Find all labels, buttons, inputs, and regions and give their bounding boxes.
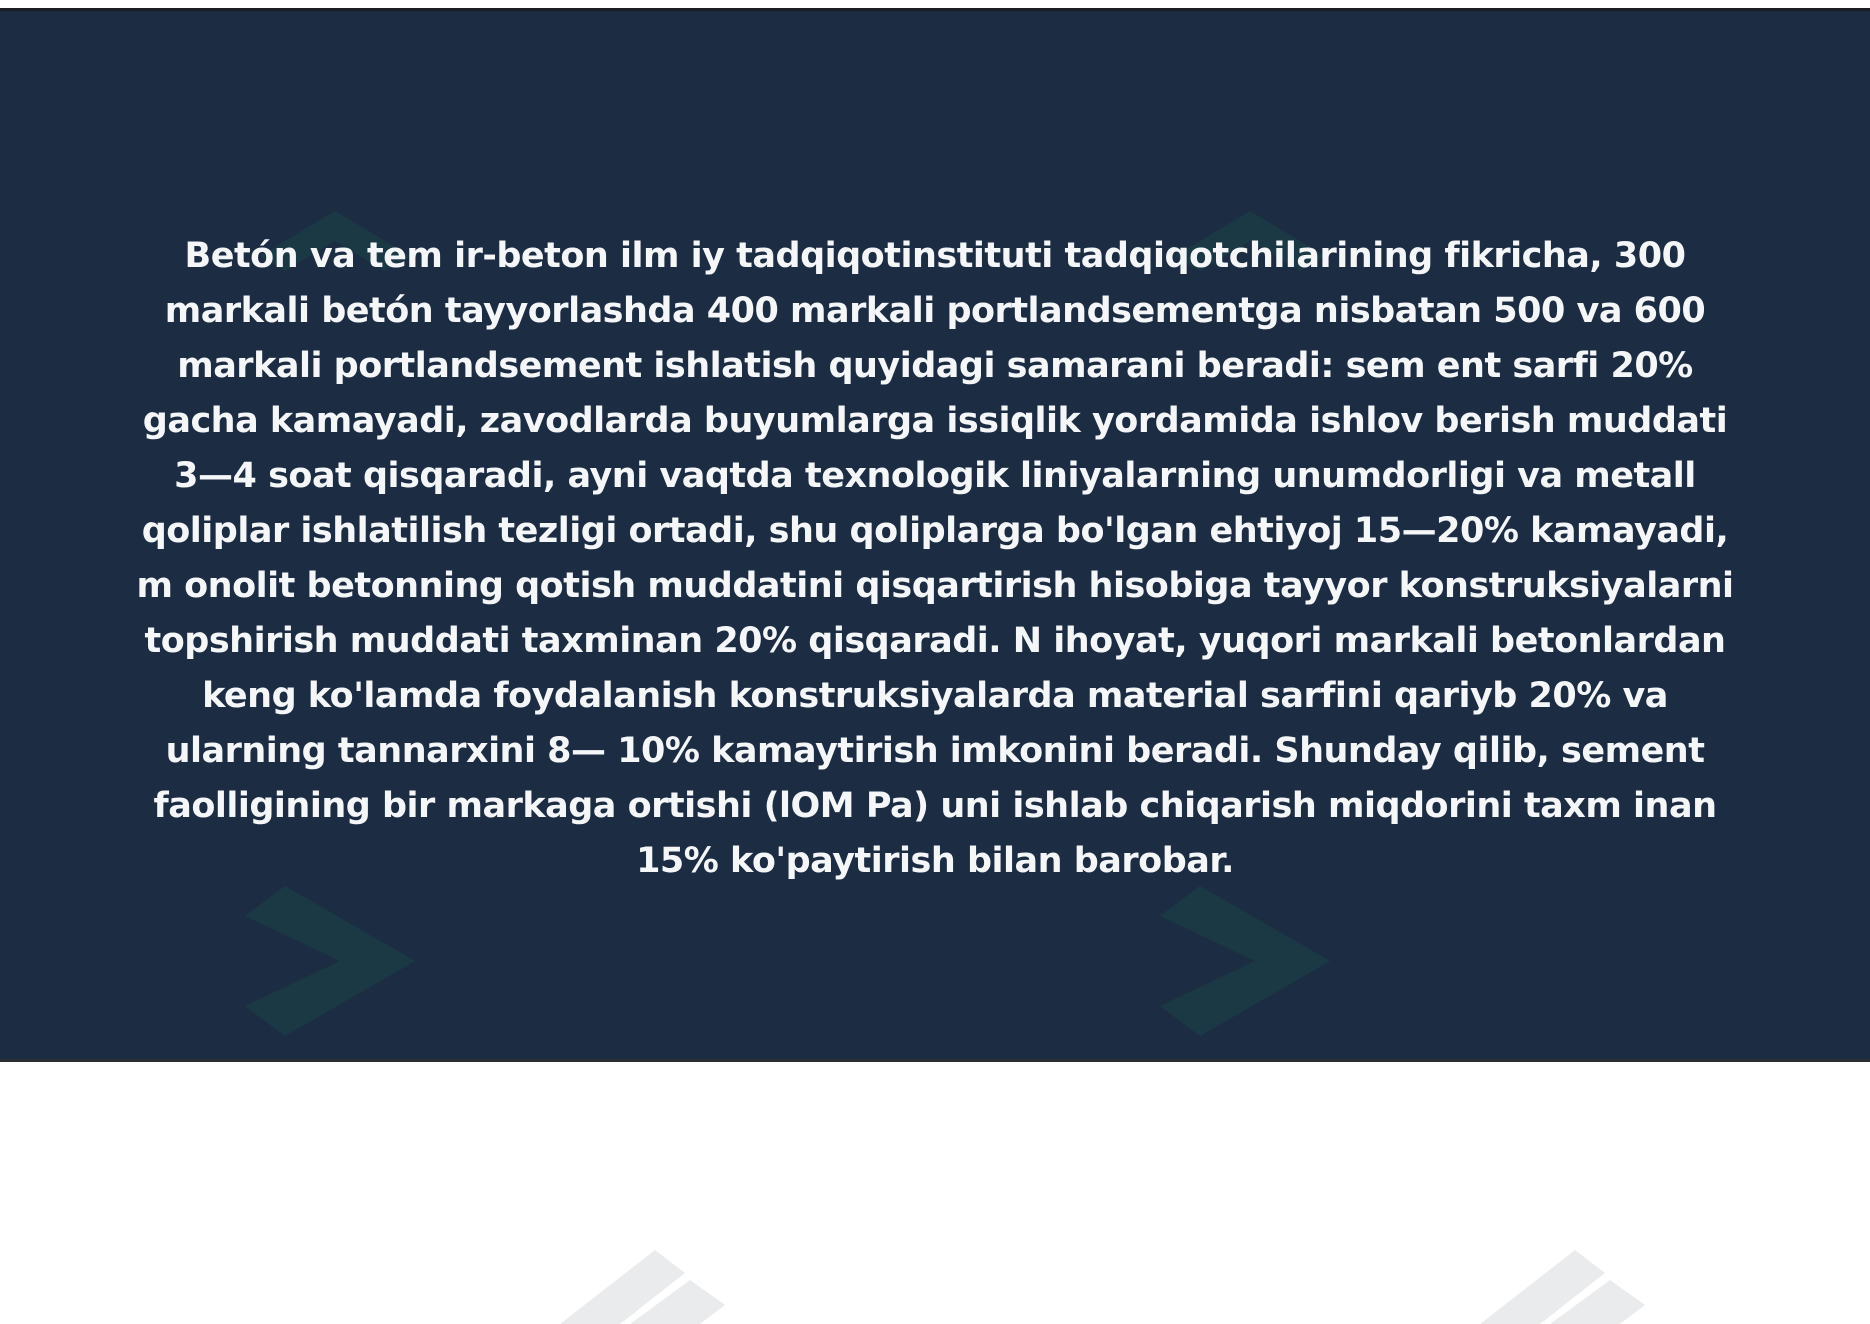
watermark-logo-icon	[245, 876, 425, 1046]
watermark-logo-icon	[1160, 876, 1340, 1046]
page-watermark-icon	[560, 1245, 740, 1324]
page-watermark-icon	[1480, 1245, 1660, 1324]
slide-panel	[0, 11, 1870, 1062]
slide-paragraph: Betón va tem ir-beton ilm iy tadqiqotinstituti tadqiqotchilarining fikricha, 300 markali betón tayyorlashda 400 markali portlandsementga nisbatan 500 va 600 markali portlandsement ishlatish quyidagi samarani beradi: sem ent sarfi 20% gacha kamayadi, zavodlarda buyumlarga issiqlik yordamida ishlov berish muddati 3—4 soat qisqaradi, ayni vaqtda texnologik liniyalarning unumdorligi va metall qoliplar ishlatilish tezligi ortadi, shu qoliplarga bo'lgan ehtiyoj 15—20% kamayadi, m onolit betonning qotish muddatini qisqartirish hisobiga tayyor konstruksiyalarni topshirish muddati taxminan 20% qisqaradi. N ihoyat, yuqori markali betonlardan keng ko'lamda foydalanish konstruksiyalarda material sarfini qariyb 20% va ularning tannarxini 8— 10% kamaytirish imkonini beradi. Shunday qilib, sement faolligining bir markaga ortishi (lOM Pa) uni ishlab chiqarish miqdorini taxm inan 15% ko'paytirish bilan barobar.	[136, 236, 1734, 881]
